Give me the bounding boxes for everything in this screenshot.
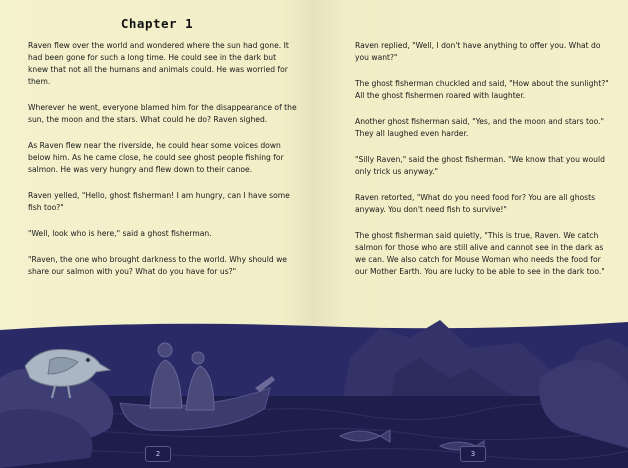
paragraph: The ghost fisherman said quietly, "This is true, Raven. We catch salmon for those who are still alive and cannot see in the dark as we can. We also catch for Mouse Woman who needs the food for our Mother Earth. You are lucky to be able to see in the dark too."	[355, 231, 605, 276]
night-river-illustration	[0, 318, 628, 468]
paragraph: Wherever he went, everyone blamed him for the disappearance of the sun, the moon and the stars. What could he do? Raven sighed.	[28, 103, 297, 124]
paragraph: "Raven, the one who brought darkness to the world. Why should we share our salmon with you? What do you have for us?"	[28, 255, 287, 276]
right-page-text	[355, 0, 615, 325]
paragraph: The ghost fisherman chuckled and said, "How about the sunlight?" All the ghost fishermen roared with laughter.	[355, 79, 609, 100]
page-number-right: 3	[460, 446, 486, 462]
page-number-left: 2	[145, 446, 171, 462]
paragraph: Raven replied, "Well, I don't have anything to offer you. What do you want?"	[355, 41, 601, 62]
paragraph: Raven yelled, "Hello, ghost fisherman! I am hungry, can I have some fish too?"	[28, 191, 290, 212]
left-page-text	[28, 0, 298, 325]
paragraph: "Well, look who is here," said a ghost fisherman.	[28, 229, 212, 238]
paragraph: Raven flew over the world and wondered where the sun had gone. It had been gone for such a long time. He could see in the dark but knew that not all the humans and animals could. He was worried for them.	[28, 41, 289, 86]
paragraph: Raven retorted, "What do you need food for? You are all ghosts anyway. You don't need fish to survive!"	[355, 193, 596, 214]
paragraph: Another ghost fisherman said, "Yes, and the moon and stars too." They all laughed even harder.	[355, 117, 605, 138]
paragraph: "Silly Raven," said the ghost fisherman. "We know that you would only trick us anyway."	[355, 155, 605, 176]
paragraph: As Raven flew near the riverside, he could hear some voices down below him. As he came close, he could see ghost people fishing for salmon. He was very hungry and flew down to their canoe.	[28, 141, 284, 174]
chapter-title: Chapter 1	[120, 16, 194, 31]
